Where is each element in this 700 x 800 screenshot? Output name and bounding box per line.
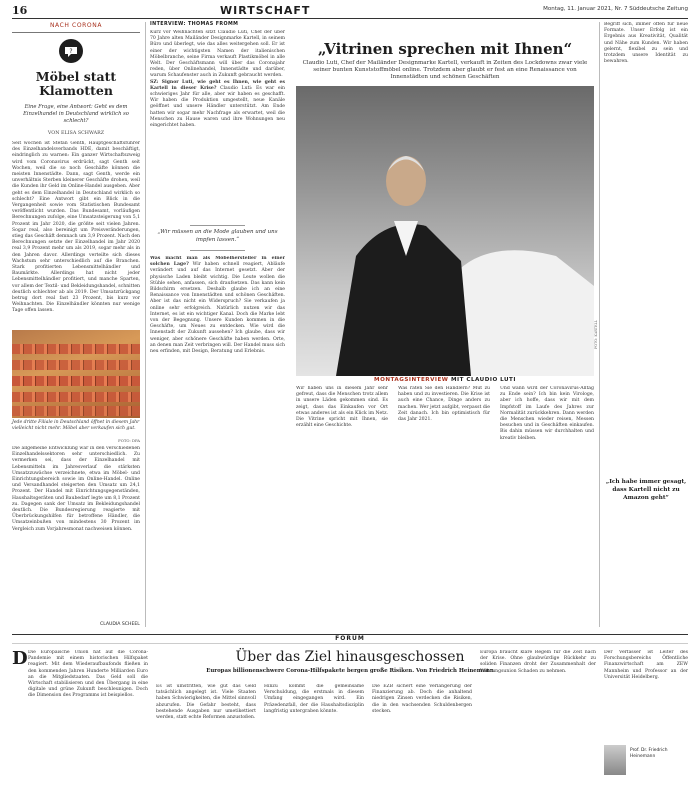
column-byline: CLAUDIA SCHEEL	[100, 622, 140, 627]
portrait-photo	[296, 86, 594, 376]
feature-col-a: Wir haben uns in diesem Jahr sehr gefreut, dass die Menschen trotz allem in unsere Läden gekommen sind. Es zeigt, dass das Einkaufen vor Ort etwas anderes ist als ein Klick im Netz. Die Vitrine spricht mit Ihnen, sie erzählt eine Geschichte.	[296, 386, 388, 429]
pullquote-rule-bottom	[190, 250, 245, 251]
crates-photo	[12, 330, 140, 418]
column-divider	[145, 22, 146, 627]
forum-col-3: Hinzu kommt die gemeinsame Verschuldung, die erstmals in diesem Umfang eingegangen wird. Ein Präzedenzfall, der die Haushaltsdisziplin langfristig untergraben könnte.	[264, 684, 364, 714]
dropcap: D	[12, 648, 28, 669]
forum-label: FORUM	[335, 635, 365, 642]
column-body-3: Die allgemeine Entwicklung war in den verschiedenen Einzelhandelssektoren sehr unterschiedlich. Zu vermerken sei, dass der Einzelhandel mit Lebensmitteln im Jahresverlauf die stärksten Umsatzzuwächse verzeichnete, etwa im Möbel- und Einrichtungsbereich sowie im Online-Handel. Online und Versandhandel steigerten den Umsatz um 24,1 Prozent. Der Handel mit Einrichtungsgegenständen, Haushaltsgeräten und Baubedarf legte um 8,1 Prozent zu. Dagegen sank der Umsatz im Bekleidungshandel deutlich. Die Bundesregierung reagierte mit Überbrückungshilfen für betroffene Händler, die Umsatzeinbußen von mindestens 30 Prozent im Vergleich zum Vorjahresmonat nachweisen können.	[12, 446, 140, 532]
portrait-credit: FOTO: KARTELL	[594, 320, 598, 349]
forum-col-6: Der Verfasser ist Leiter des Forschungsbereichs Öffentliche Finanzwirtschaft am ZEW Mannheim und Professor an der Universität Heidelberg.	[604, 650, 688, 680]
speech-bubble-icon	[58, 38, 84, 64]
forum-col-2: Es ist umstritten, wie gut das Geld tatsächlich angelegt ist. Viele Staaten haben Schwierigkeiten, die Mittel sinnvoll abzurufen. Die Gefahr besteht, dass bestehende Ausgaben nur umetikettiert werden, statt echte Reformen anzustoßen.	[156, 684, 256, 721]
photo-caption: Jede dritte Filiale in Deutschland öffnet in diesem Jahr vielleicht nicht mehr. Möbel aber verkaufen sich gut.	[12, 420, 140, 431]
svg-text:?: ?	[69, 48, 73, 55]
forum-col-5: Europa braucht klare Regeln für die Zeit nach der Krise. Ohne glaubwürdige Rückkehr zu soliden Finanzen droht der Zusammenhalt der Währungsunion Schaden zu nehmen.	[480, 650, 596, 674]
series-line: MONTAGSINTERVIEW MIT CLAUDIO LUTI	[374, 377, 516, 383]
page-number: 16	[12, 4, 28, 17]
author-caption: Prof. Dr. Friedrich Heinemann	[630, 748, 668, 759]
interview-body-1: Kurz vor Weihnachten sitzt Claudio Luti, Chef der über 70 Jahre alten Mailänder Designmarke Kartell, in seinem Büro und überlegt, wie das alles weitergehen soll. Er ist einer der wichtigsten Namen der italienischen Möbelbranche, seine Firma verkauft Plastikmöbel in alle Welt. Der Geschäftsmann will über das Coronajahr reden, über Onlinehandel, Innenstädte und darüber, warum Schaufenster auch in Zukunft gebraucht werden. SZ: Signor Luti, wie geht es Ihnen, wie geht es Kartell in dieser Krise? Claudio Luti: Es war ein schwieriges Jahr für alle, aber wir haben es geschafft. Wir haben die Produktion umgestellt, neue Kanäle geöffnet und unsere Händler unterstützt. Am Ende hatten wir sogar mehr Nachfrage als erwartet, weil die Menschen zu Hause waren und ihre Wohnungen neu eingerichtet haben.	[150, 30, 285, 129]
column-author: VON ELISA SCHWARZ	[47, 131, 105, 136]
author-photo	[604, 745, 626, 775]
right-pullquote: „Ich habe immer gesagt, dass Kartell nicht zu Amazon geht“	[605, 479, 687, 501]
feature-col-e: Und wann wird der Coronavirus-Alltag zu Ende sein? Ich bin kein Virologe, aber ich hoffe, dass wir mit dem Impfstoff im Laufe des Jahres zur Normalität zurückkehren. Dann werden die Menschen wieder reisen, Messen besuchen und in Geschäften einkaufen. Bis dahin müssen wir durchhalten und kreativ bleiben.	[500, 386, 594, 441]
forum-col-1: Die Europäische Union hat auf die Corona-Pandemie mit einem historischen Hilfspaket reagiert. Mit dem Wiederaufbaufonds fließen in den kommenden Jahren Hunderte Milliarden Euro an die Mitgliedstaaten. Das Geld soll die Wirtschaft stabilisieren und den Übergang in eine digitale und grüne Zukunft beschleunigen. Doch die Dimension des Programms ist beispiellos.	[28, 650, 148, 699]
right-body-1: Begriff sich, immer offen für neue Formate. Unser Erfolg ist ein Ergebnis aus Kreativität, Qualität und Nähe zum Kunden. Wir haben gelernt, flexibel zu sein und trotzdem unsere Identität zu bewahren.	[604, 22, 688, 65]
forum-col-4: Die EZB sichert eine Verlängerung der Finanzierung ab. Doch die anhaltend niedrigen Zinsen verdecken die Risiken, die in den wachsenden Schuldenbergen stecken.	[372, 684, 472, 714]
photo-credit: FOTO: DPA	[118, 438, 140, 443]
header-rule	[12, 18, 688, 19]
forum-deck: Europas billionenschwere Corona-Hilfspakete bergen große Risiken. Von Friedrich Heinemann	[206, 668, 494, 674]
right-divider	[599, 22, 600, 627]
pullquote-rule-top	[190, 225, 245, 226]
feature-col-d: Was raten Sie den Händlern? Mut zu haben und zu investieren. Die Krise ist auch eine Chance, Dinge anders zu machen. Wer jetzt aufgibt, verpasst die Zeit danach. Ich bin optimistisch für das Jahr 2021.	[398, 386, 490, 423]
column-title: Möbel statt Klamotten	[35, 69, 117, 98]
column-kicker: NACH CORONA	[49, 22, 103, 29]
feature-deck: Claudio Luti, Chef der Mailänder Designmarke Kartell, verkauft in Zeiten des Lockdowns zwar viele seiner bunten Kunststoffmöbel online. Trotzdem aber glaubt er fest an eine Renaissance von Innenstädten und schönen Geschäften	[302, 60, 588, 81]
section-title: WIRTSCHAFT	[220, 4, 311, 17]
column-body-1: Seit wochen ist Stefan Genth, Hauptgeschäftsführer des Einzelhandelsverbands HDE, damit beschäftigt, eindringlich zu warnen: Ein ganzer Wirtschaftszweig wird vom Coronavirus erdrückt, sagt Genth seit Wochen, weil die so noch Geschäfte können die meisten Innenstädte. Dann, sagt Genth, werde ein unverhältnis Sterben kleinerer Geschäfte drohen, weil die Kunden ihr Geld im Online-Handel ausgeben. Aber geht es dem Einzelhandel in Deutschland wirklich so schlecht? Eine Antwort gibt ein Blick in die Vergangenheit sowie vom Statistischen Bundesamt veröffentlicht wurden. Das Bundesamt, vorläufigen Berechnungen zufolge, eine Umsatzsteigerung von 5,1 Prozent im Jahr 2020, die größte seit vielen Jahren. Sogar real, also bereinigt um Preisveränderungen, stieg das Geschäft demnach um 3,9 Prozent. Nach den Berechnungen setzte der Einzelhandel im Jahr 2020 real 3,9 Prozent mehr um als 2019, sogar mehr als in den Jahren davor. Allerdings verteilte sich dieses Wachstum sehr unterschiedlich auf die Branchen. Stark profitierten Lebensmittelhändler und Baumärkte. Allerdings hat nicht jeder Lebensmittelhändler profitiert, und manche Sparten, vor allem der Textil- und Bekleidungshandel, schnitten deutlich schlechter ab als 2019. Der Umsatzrückgang betrug dort real fast 23 Prozent, bis kurz vor Weihnachten. Die Einzelhändler könnten nur wenige Tage offen lassen.	[12, 141, 140, 314]
column-deck: Eine Frage, eine Antwort: Geht es dem Einzelhandel in Deutschland wirklich so schlecht?	[23, 104, 129, 124]
pullquote: „Wir müssen an die Mode glauben und uns impfen lassen.“	[157, 229, 278, 243]
interview-label: INTERVIEW: THOMAS FROMM	[150, 22, 239, 27]
forum-headline: Über das Ziel hinausgeschossen	[235, 649, 465, 665]
kicker-rule	[12, 32, 140, 33]
interview-body-2: Was macht man als Möbelhersteller in einer solchen Lage? Wir haben schnell reagiert, Abläufe verändert und auf das Internet gesetzt. Aber der physische Laden bleibt wichtig. Die Leute wollen die Stühle sehen, anfassen, sich draufsetzen. Das kann kein Bildschirm ersetzen. Deshalb glaube ich an eine Renaissance von Innenstädten und schönen Geschäften. Aber ist das nicht ein Widerspruch? Sie verkaufen ja online sehr erfolgreich. Natürlich nutzen wir das Internet, es ist ein wichtiger Kanal. Doch die Marke lebt von der Begegnung. Unsere Kunden kommen in die Geschäfte, um Neues zu entdecken. Wie wird die Innenstadt der Zukunft aussehen? Ich glaube, dass wir weniger, aber schönere Geschäfte haben werden. Orte, an denen man Zeit verbringen will. Der Handel muss sich neu erfinden, mit Design, Beratung und Erlebnis.	[150, 256, 285, 355]
feature-headline: „Vitrinen sprechen mit Ihnen“	[317, 40, 573, 58]
dateline: Montag, 11. Januar 2021, Nr. 7 Süddeutsche Zeitung	[543, 6, 688, 12]
